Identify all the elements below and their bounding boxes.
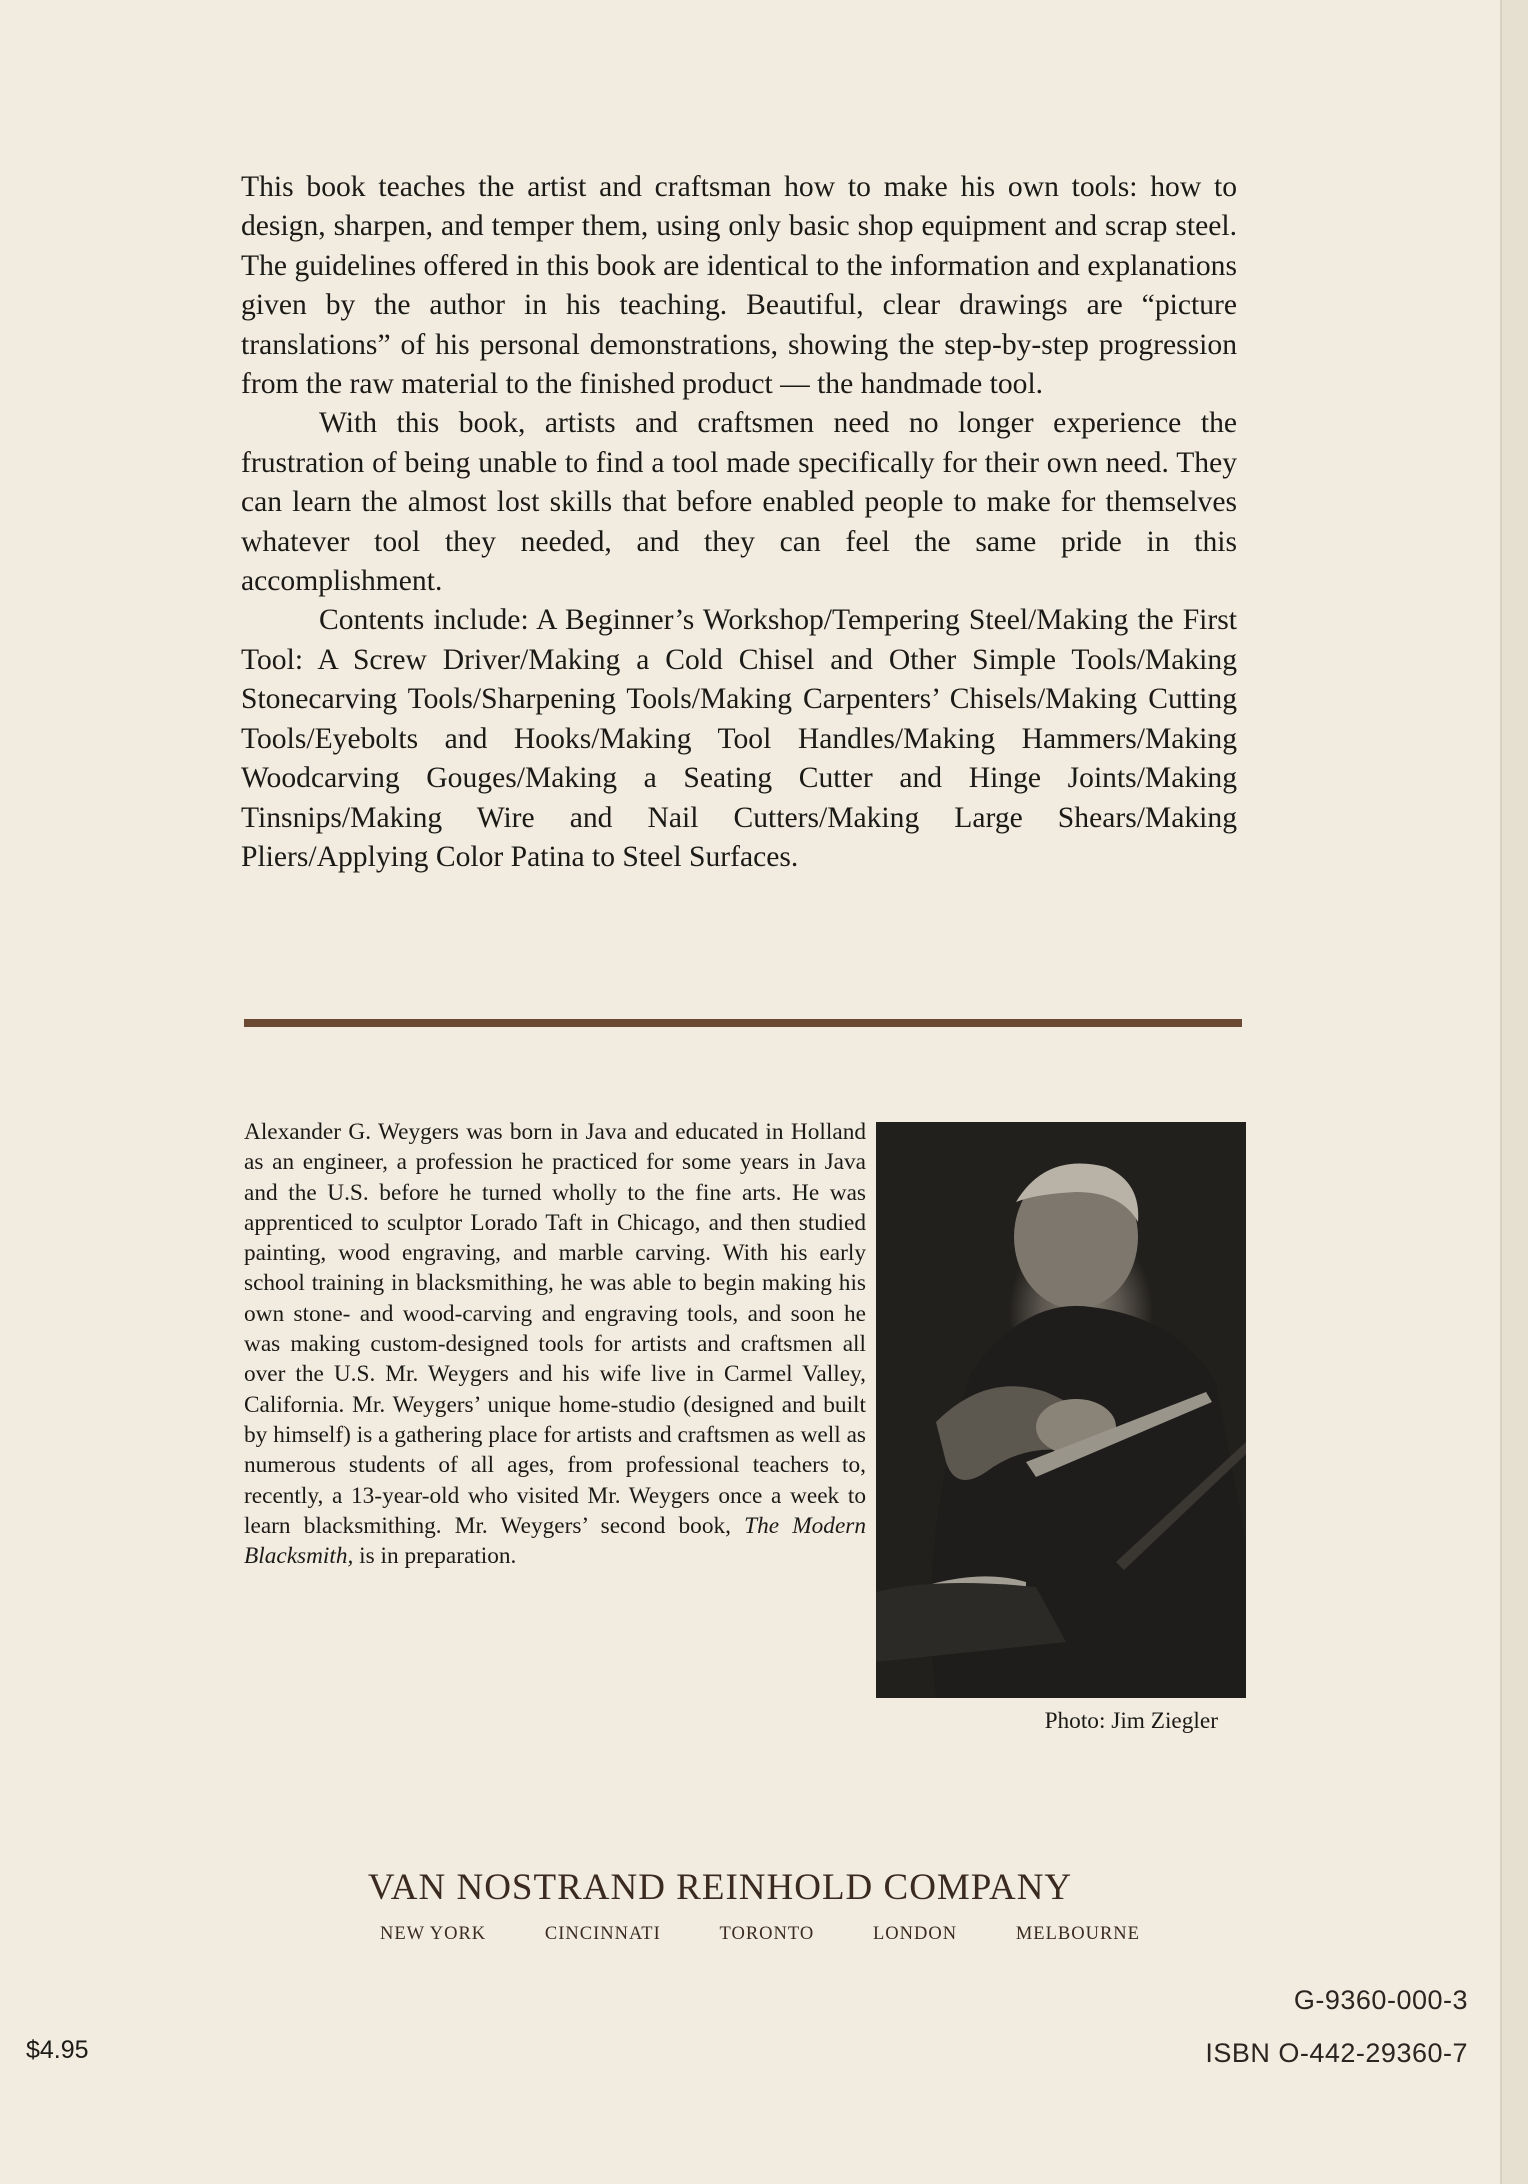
publisher-cities	[380, 1924, 1140, 1945]
city-item: NEW YORK	[380, 1924, 487, 1944]
publisher-name	[0, 1866, 1500, 1909]
book-description	[241, 168, 1237, 877]
city-item: CINCINNATI	[544, 1924, 661, 1944]
section-divider	[244, 1019, 1242, 1027]
isbn: ISBN O-442-29360-7	[1205, 2038, 1468, 2068]
city-item: MELBOURNE	[1015, 1924, 1140, 1944]
contents-paragraph: Contents include: A Beginner’s Workshop/Tempering Steel/Making the First Tool: A Screw Driver/Making a Cold Chisel and Other Simple Tools/Making Stonecarving Tools/Sharpening Tools/Making Carpenters’ Chisels/Making Cutting Tools/Eyebolts and Hooks/Making Tool Handles/Making Hammers/Making Woodcarving Gouges/Making a Seating Cutter and Hinge Joints/Making Tinsnips/Making Wire and Nail Cutters/Making Large Shears/Making Pliers/Applying Color Patina to Steel Surfaces.	[241, 604, 1237, 873]
bio-text-end: is in preparation.	[353, 1543, 517, 1570]
bio-text: Alexander G. Weygers was born in Java and educated in Holland as an engineer, a profession he practiced for some years in Java and the U.S. before he turned wholly to the fine arts. He was apprenticed to sculptor Lorado Taft in Chicago, and then studied painting, wood engraving, and marble carving. With his early school training in blacksmithing, he was able to begin making his own stone- and wood-carving and engraving tools, and soon he was making custom-designed tools for artists and craftsmen all over the U.S. Mr. Weygers and his wife live in Carmel Valley, California. Mr. Weygers’ unique home-studio (designed and built by himself) is a gathering place for artists and craftsmen as well as numerous students of all ages, from professional teachers to, recently, a 13-year-old who visited Mr. Weygers once a week to learn blacksmithing. Mr. Weygers’ second book,	[244, 1119, 866, 1539]
description-paragraph-1: This book teaches the artist and craftsman how to make his own tools: how to design, sharpen, and temper them, using only basic shop equipment and scrap steel. The guidelines offered in this book are identical to the information and explanations given by the author in his teaching. Beautiful, clear drawings are “picture translations” of his personal demonstrations, showing the step-by-step progression from the raw material to the finished product — the handmade tool.	[241, 171, 1237, 401]
city-item: TORONTO	[719, 1924, 815, 1944]
bio-book-title: The Modern Blacksmith,	[244, 1512, 867, 1570]
city-item: LONDON	[872, 1924, 958, 1944]
publisher-name-text: VAN NOSTRAND REINHOLD COMPANY	[367, 1867, 1073, 1908]
price: $4.95	[26, 2036, 89, 2064]
description-paragraph-2: With this book, artists and craftsmen need no longer experience the frustration of being unable to find a tool made specifically for their own need. They can learn the almost lost skills that before enabled people to make for themselves whatever tool they needed, and they can feel the same pride in this accomplishment.	[241, 407, 1237, 598]
page-edge	[1502, 0, 1528, 2184]
author-photo	[876, 1122, 1246, 1698]
author-biography	[244, 1117, 866, 1571]
catalog-code: G-9360-000-3	[1293, 1985, 1468, 2015]
photo-credit: Photo: Jim Ziegler	[1044, 1708, 1218, 1734]
